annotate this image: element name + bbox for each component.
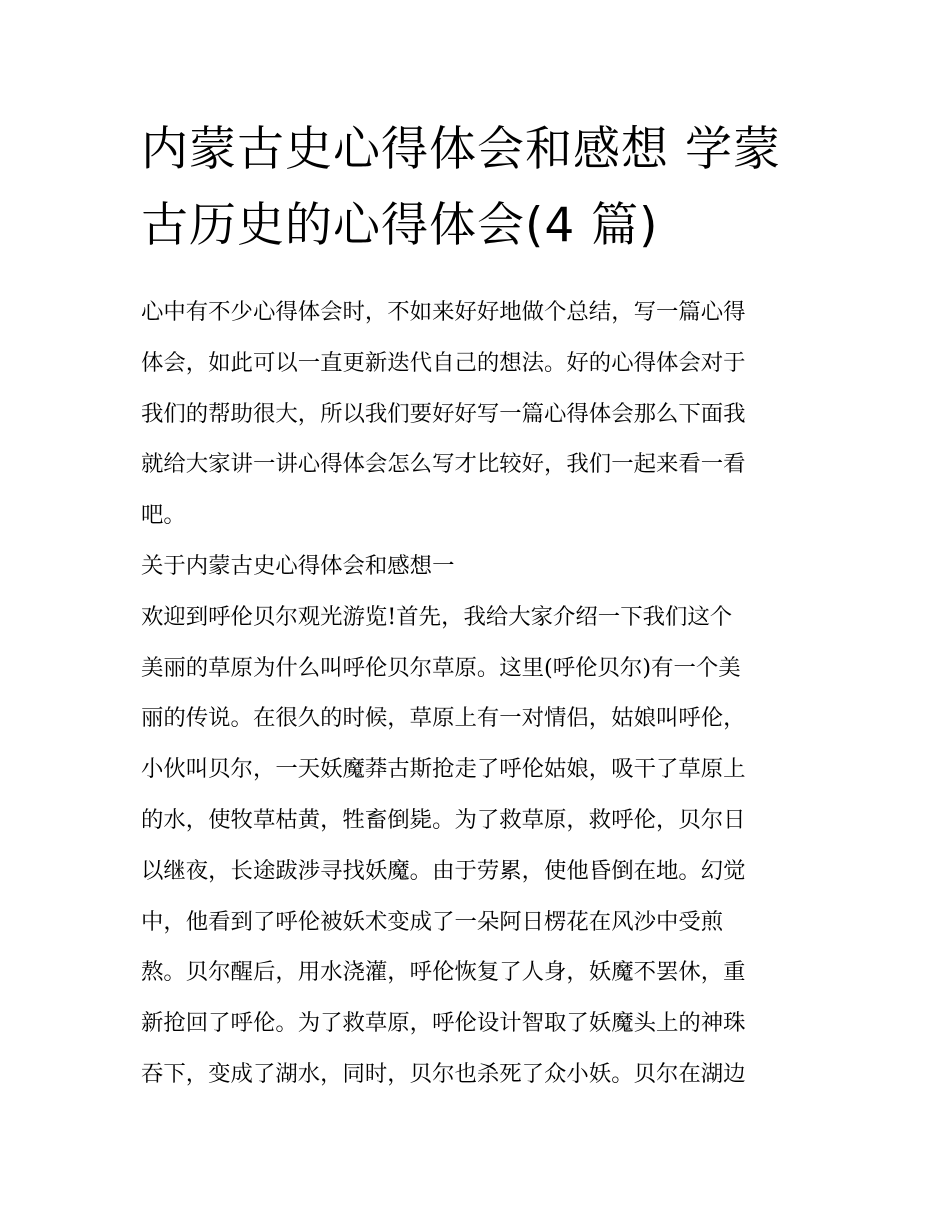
intro-paragraph: [141, 287, 813, 541]
paragraph-line: 欢迎到呼伦贝尔观光游览!首先，我给大家介绍一下我们这个: [141, 603, 733, 630]
paragraph-line: 心中有不少心得体会时，不如来好好地做个总结，写一篇心得: [141, 299, 746, 325]
paragraph-line: 中，他看到了呼伦被妖术变成了一朵阿日楞花在风沙中受煎: [141, 908, 724, 935]
paragraph-line: 体会，如此可以一直更新迭代自己的想法。好的心得体会对于: [141, 349, 746, 376]
paragraph-line: 丽的传说。在很久的时候，草原上有一对情侣，姑娘叫呼伦，: [141, 705, 746, 732]
paragraph-line: 的水，使牧草枯黄，牲畜倒毙。为了救草原，救呼伦，贝尔日: [141, 806, 746, 833]
section-heading-block: [141, 541, 813, 592]
section-heading: 关于内蒙古史心得体会和感想一: [141, 552, 455, 579]
paragraph-line: 就给大家讲一讲心得体会怎么写才比较好，我们一起来看一看: [141, 451, 746, 478]
paragraph-line: 我们的帮助很大，所以我们要好好写一篇心得体会那么下面我: [141, 400, 746, 427]
title-line: 古历史的心得体会(4 篇): [141, 198, 659, 253]
paragraph-line: 美丽的草原为什么叫呼伦贝尔草原。这里(呼伦贝尔)有一个美: [141, 654, 741, 681]
title-line: 内蒙古史心得体会和感想 学蒙: [141, 122, 781, 177]
paragraph-line: 以继夜，长途跋涉寻找妖魔。由于劳累，使他昏倒在地。幻觉: [141, 857, 746, 884]
paragraph-line: 小伙叫贝尔，一天妖魔莽古斯抢走了呼伦姑娘，吸干了草原上: [141, 756, 746, 783]
paragraph-line: 吞下，变成了湖水，同时，贝尔也杀死了众小妖。贝尔在湖边: [141, 1060, 746, 1087]
paragraph-line: 熬。贝尔醒后，用水浇灌，呼伦恢复了人身，妖魔不罢休，重: [141, 959, 746, 986]
paragraph-line: 新抢回了呼伦。为了救草原，呼伦设计智取了妖魔头上的神珠: [141, 1010, 746, 1037]
document-title: [141, 112, 813, 264]
section-paragraph: [141, 592, 813, 1100]
document-content: [141, 112, 813, 1100]
paragraph-line: 吧。: [141, 502, 186, 529]
